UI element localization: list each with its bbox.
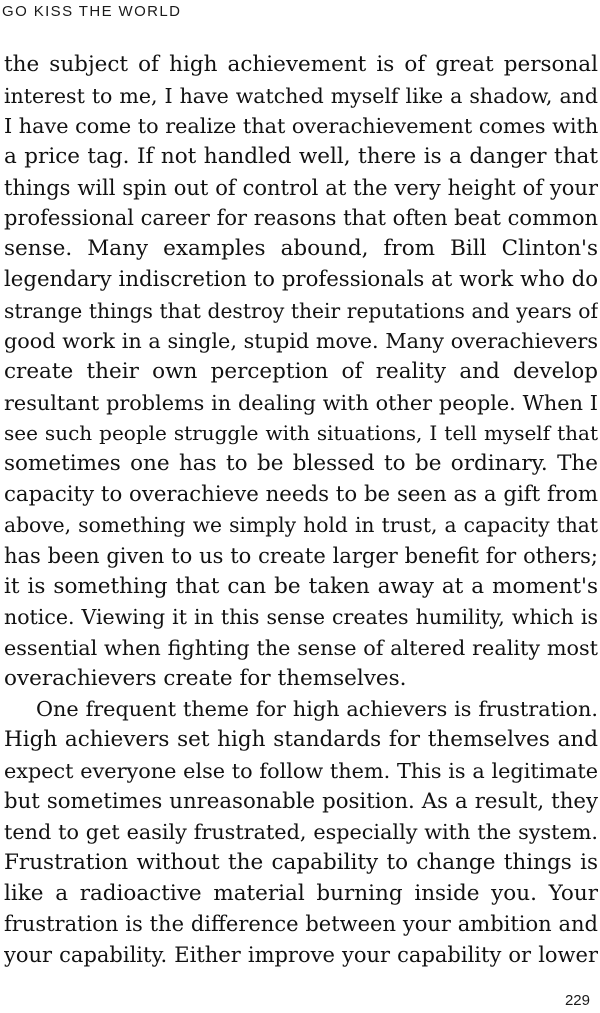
text-line: create their own perception of reality and develop [4,358,598,384]
text-line: sense. Many examples abound, from Bill Clinton's [4,236,598,262]
text-line: above, something we simply hold in trust, a capacity that [4,513,598,538]
text-line: expect everyone else to follow them. This is a legitimate [4,758,598,783]
text-line: your capability. Either improve your capability or lower [4,942,598,967]
text-line: Frustration without the capability to change things is [4,849,598,875]
text-line: has been given to us to create larger benefit for others; [4,544,598,568]
text-line: tend to get easily frustrated, especially with the system. [4,820,598,845]
text-line: but sometimes unreasonable position. As a result, they [4,788,598,814]
text-line: High achievers set high standards for themselves and [4,727,598,753]
text-line: things will spin out of control at the very height of your [4,175,598,200]
text-line: resultant problems in dealing with other people. When I [4,390,598,415]
text-line: One frequent theme for high achievers is frustration. [36,697,598,722]
text-line: see such people struggle with situations, I tell myself that [4,421,598,446]
body-text [4,50,598,971]
page-number: 229 [564,992,590,1009]
text-line: professional career for reasons that often beat common [4,206,598,231]
text-line: a price tag. If not handled well, there is a danger that [4,144,598,170]
text-line: notice. Viewing it in this sense creates humility, which is [4,605,598,630]
text-line: it is something that can be taken away at a moment's [4,573,598,599]
running-header-title: GO KISS THE WORLD [2,3,182,20]
text-line: strange things that destroy their reputations and years of [4,298,598,323]
text-line: sometimes one has to be blessed to be ordinary. The [4,450,598,476]
text-line: interest to me, I have watched myself like a shadow, and [4,83,598,108]
text-line: the subject of high achievement is of great personal [4,52,598,77]
text-line: I have come to realize that overachievement comes with [4,114,598,139]
text-line: like a radioactive material burning inside you. Your [4,880,598,906]
text-line: overachievers create for themselves. [4,665,407,691]
text-line: legendary indiscretion to professionals at work who do [4,266,598,292]
text-line: good work in a single, stupid move. Many overachievers [4,329,598,354]
text-line: frustration is the difference between your ambition and [4,912,598,937]
text-line: capacity to overachieve needs to be seen as a gift from [4,481,598,507]
text-line: essential when fighting the sense of altered reality most [4,636,598,661]
